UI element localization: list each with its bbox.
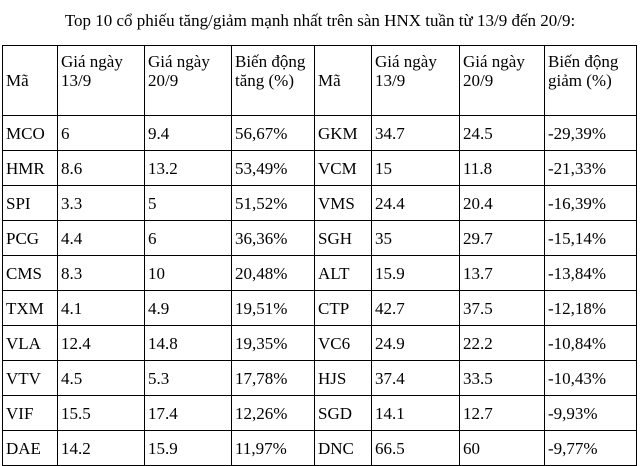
table-header-row (3, 46, 637, 116)
gainer-code-cell: DAE (3, 431, 58, 466)
gainer-change-cell: 36,36% (232, 221, 315, 256)
header-change-down (545, 46, 637, 116)
gainer-change-cell: 19,51% (232, 291, 315, 326)
loser-code-cell: CTP (315, 291, 372, 326)
stock-table (2, 45, 637, 466)
loser-price-13-9-cell: 35 (372, 221, 460, 256)
header-price-13-9-gainers (58, 46, 145, 116)
gainer-price-20-9-cell: 17.4 (145, 396, 232, 431)
loser-code-cell: VCM (315, 151, 372, 186)
table-row (3, 396, 637, 431)
loser-code-cell: GKM (315, 116, 372, 151)
loser-code-cell: VC6 (315, 326, 372, 361)
gainer-price-20-9-cell: 14.8 (145, 326, 232, 361)
loser-price-13-9-cell: 24.4 (372, 186, 460, 221)
gainer-code-cell: VLA (3, 326, 58, 361)
gainer-code-cell: VTV (3, 361, 58, 396)
stock-table-body (3, 46, 637, 466)
header-price-20-9-losers (460, 46, 545, 116)
gainer-price-20-9-cell: 13.2 (145, 151, 232, 186)
gainer-price-13-9-cell: 8.6 (58, 151, 145, 186)
header-line: Biến động (235, 52, 306, 71)
gainer-price-13-9-cell: 4.1 (58, 291, 145, 326)
table-row (3, 151, 637, 186)
header-line: 13/9 (61, 71, 92, 90)
gainer-change-cell: 56,67% (232, 116, 315, 151)
gainer-price-20-9-cell: 4.9 (145, 291, 232, 326)
gainer-price-13-9-cell: 15.5 (58, 396, 145, 431)
gainer-price-13-9-cell: 8.3 (58, 256, 145, 291)
loser-price-20-9-cell: 22.2 (460, 326, 545, 361)
table-row (3, 116, 637, 151)
loser-change-cell: -9,93% (545, 396, 637, 431)
loser-price-20-9-cell: 29.7 (460, 221, 545, 256)
gainer-price-13-9-cell: 3.3 (58, 186, 145, 221)
header-code-gainers: Mã (3, 46, 58, 116)
loser-price-13-9-cell: 42.7 (372, 291, 460, 326)
header-price-13-9-losers (372, 46, 460, 116)
loser-change-cell: -29,39% (545, 116, 637, 151)
loser-price-20-9-cell: 24.5 (460, 116, 545, 151)
loser-price-13-9-cell: 15 (372, 151, 460, 186)
header-change-up (232, 46, 315, 116)
loser-change-cell: -10,43% (545, 361, 637, 396)
loser-change-cell: -21,33% (545, 151, 637, 186)
header-line: Giá ngày (148, 52, 210, 71)
table-row (3, 326, 637, 361)
loser-price-13-9-cell: 34.7 (372, 116, 460, 151)
loser-code-cell: SGH (315, 221, 372, 256)
loser-price-20-9-cell: 60 (460, 431, 545, 466)
header-line: Giá ngày (61, 52, 123, 71)
gainer-change-cell: 11,97% (232, 431, 315, 466)
loser-price-20-9-cell: 33.5 (460, 361, 545, 396)
loser-price-13-9-cell: 15.9 (372, 256, 460, 291)
gainer-code-cell: CMS (3, 256, 58, 291)
table-row (3, 221, 637, 256)
header-line: Biến động (548, 52, 619, 71)
gainer-code-cell: HMR (3, 151, 58, 186)
header-line: Giá ngày (463, 52, 525, 71)
gainer-change-cell: 19,35% (232, 326, 315, 361)
table-row (3, 361, 637, 396)
gainer-price-13-9-cell: 4.5 (58, 361, 145, 396)
loser-code-cell: ALT (315, 256, 372, 291)
gainer-price-20-9-cell: 5 (145, 186, 232, 221)
loser-change-cell: -15,14% (545, 221, 637, 256)
table-row (3, 186, 637, 221)
loser-price-20-9-cell: 37.5 (460, 291, 545, 326)
table-row (3, 256, 637, 291)
gainer-change-cell: 51,52% (232, 186, 315, 221)
header-line: giảm (%) (548, 71, 612, 90)
gainer-change-cell: 53,49% (232, 151, 315, 186)
loser-price-20-9-cell: 11.8 (460, 151, 545, 186)
loser-change-cell: -10,84% (545, 326, 637, 361)
gainer-code-cell: MCO (3, 116, 58, 151)
loser-price-13-9-cell: 66.5 (372, 431, 460, 466)
table-row (3, 431, 637, 466)
loser-code-cell: VMS (315, 186, 372, 221)
gainer-price-20-9-cell: 5.3 (145, 361, 232, 396)
gainer-price-20-9-cell: 10 (145, 256, 232, 291)
loser-price-20-9-cell: 12.7 (460, 396, 545, 431)
gainer-price-13-9-cell: 6 (58, 116, 145, 151)
gainer-change-cell: 20,48% (232, 256, 315, 291)
header-line: 20/9 (148, 71, 179, 90)
loser-price-20-9-cell: 13.7 (460, 256, 545, 291)
loser-code-cell: SGD (315, 396, 372, 431)
gainer-price-20-9-cell: 6 (145, 221, 232, 256)
gainer-code-cell: TXM (3, 291, 58, 326)
gainer-code-cell: VIF (3, 396, 58, 431)
loser-change-cell: -9,77% (545, 431, 637, 466)
gainer-price-13-9-cell: 14.2 (58, 431, 145, 466)
loser-change-cell: -16,39% (545, 186, 637, 221)
gainer-price-20-9-cell: 15.9 (145, 431, 232, 466)
loser-price-13-9-cell: 24.9 (372, 326, 460, 361)
loser-code-cell: DNC (315, 431, 372, 466)
header-price-20-9-gainers (145, 46, 232, 116)
header-line: 13/9 (375, 71, 406, 90)
loser-price-20-9-cell: 20.4 (460, 186, 545, 221)
header-line: Giá ngày (375, 52, 437, 71)
loser-code-cell: HJS (315, 361, 372, 396)
header-code-losers: Mã (315, 46, 372, 116)
table-row (3, 291, 637, 326)
gainer-change-cell: 12,26% (232, 396, 315, 431)
header-line: tăng (%) (235, 71, 295, 90)
page-title: Top 10 cổ phiếu tăng/giảm mạnh nhất trên sàn HNX tuần từ 13/9 đến 20/9: (64, 11, 576, 30)
gainer-price-13-9-cell: 4.4 (58, 221, 145, 256)
loser-price-13-9-cell: 37.4 (372, 361, 460, 396)
loser-change-cell: -13,84% (545, 256, 637, 291)
gainer-change-cell: 17,78% (232, 361, 315, 396)
gainer-code-cell: SPI (3, 186, 58, 221)
loser-price-13-9-cell: 14.1 (372, 396, 460, 431)
gainer-price-13-9-cell: 12.4 (58, 326, 145, 361)
header-line: 20/9 (463, 71, 494, 90)
gainer-code-cell: PCG (3, 221, 58, 256)
loser-change-cell: -12,18% (545, 291, 637, 326)
gainer-price-20-9-cell: 9.4 (145, 116, 232, 151)
